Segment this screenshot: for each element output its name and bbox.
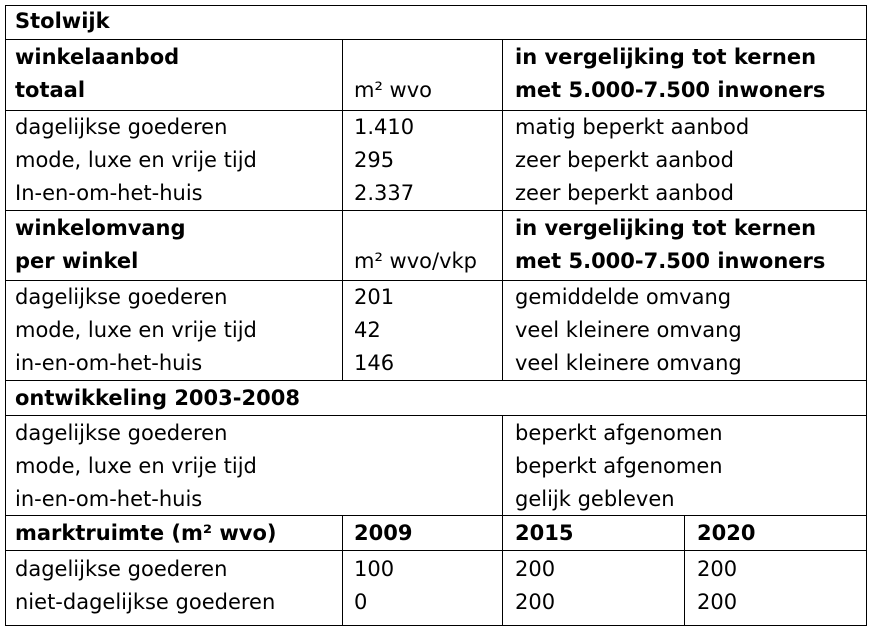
row-value: 201	[354, 285, 395, 309]
comparison-header: met 5.000-7.500 inwoners	[515, 249, 826, 273]
row-value: 100	[354, 557, 395, 581]
row-value: 1.410	[354, 115, 415, 139]
year-header: 2009	[354, 521, 413, 545]
table-title: Stolwijk	[15, 9, 110, 33]
rule	[5, 550, 867, 551]
row-comparison: beperkt afgenomen	[515, 454, 723, 478]
row-comparison: gelijk gebleven	[515, 487, 675, 511]
rule	[684, 515, 685, 626]
row-label: dagelijkse goederen	[15, 557, 228, 581]
rule	[5, 625, 867, 626]
comparison-header: in vergelijking tot kernen	[515, 216, 817, 240]
row-label: dagelijkse goederen	[15, 115, 228, 139]
rule	[5, 415, 867, 416]
year-header: 2015	[515, 521, 574, 545]
rule	[5, 5, 6, 626]
section-header: winkelaanbod	[15, 45, 180, 69]
row-comparison: zeer beperkt aanbod	[515, 181, 734, 205]
section-header: totaal	[15, 78, 86, 102]
row-value: 200	[697, 590, 738, 614]
row-comparison: veel kleinere omvang	[515, 318, 742, 342]
row-value: 0	[354, 590, 368, 614]
section-header: per winkel	[15, 249, 139, 273]
rule	[5, 5, 867, 6]
row-label: in-en-om-het-huis	[15, 487, 203, 511]
rule	[5, 39, 867, 40]
row-comparison: veel kleinere omvang	[515, 351, 742, 375]
unit-label: m² wvo	[354, 78, 433, 102]
row-label: dagelijkse goederen	[15, 285, 228, 309]
rule	[502, 39, 503, 381]
section-header: ontwikkeling 2003-2008	[15, 386, 300, 410]
row-value: 2.337	[354, 181, 415, 205]
row-label: In-en-om-het-huis	[15, 181, 203, 205]
comparison-header: in vergelijking tot kernen	[515, 45, 817, 69]
row-comparison: gemiddelde omvang	[515, 285, 732, 309]
row-value: 42	[354, 318, 381, 342]
rule	[342, 515, 343, 626]
rule	[502, 415, 503, 626]
row-comparison: matig beperkt aanbod	[515, 115, 750, 139]
section-header: winkelomvang	[15, 216, 186, 240]
row-value: 146	[354, 351, 395, 375]
year-header: 2020	[697, 521, 756, 545]
row-label: mode, luxe en vrije tijd	[15, 318, 257, 342]
row-label: mode, luxe en vrije tijd	[15, 148, 257, 172]
row-comparison: beperkt afgenomen	[515, 421, 723, 445]
row-value: 200	[697, 557, 738, 581]
row-comparison: zeer beperkt aanbod	[515, 148, 734, 172]
row-label: dagelijkse goederen	[15, 421, 228, 445]
rule	[5, 210, 867, 211]
row-value: 295	[354, 148, 395, 172]
row-value: 200	[515, 590, 556, 614]
rule	[866, 5, 867, 626]
section-header: marktruimte (m² wvo)	[15, 521, 277, 545]
comparison-header: met 5.000-7.500 inwoners	[515, 78, 826, 102]
retail-table	[5, 5, 867, 626]
rule	[5, 380, 867, 381]
unit-label: m² wvo/vkp	[354, 249, 477, 273]
row-label: in-en-om-het-huis	[15, 351, 203, 375]
row-label: mode, luxe en vrije tijd	[15, 454, 257, 478]
row-value: 200	[515, 557, 556, 581]
rule	[342, 39, 343, 381]
row-label: niet-dagelijkse goederen	[15, 590, 276, 614]
